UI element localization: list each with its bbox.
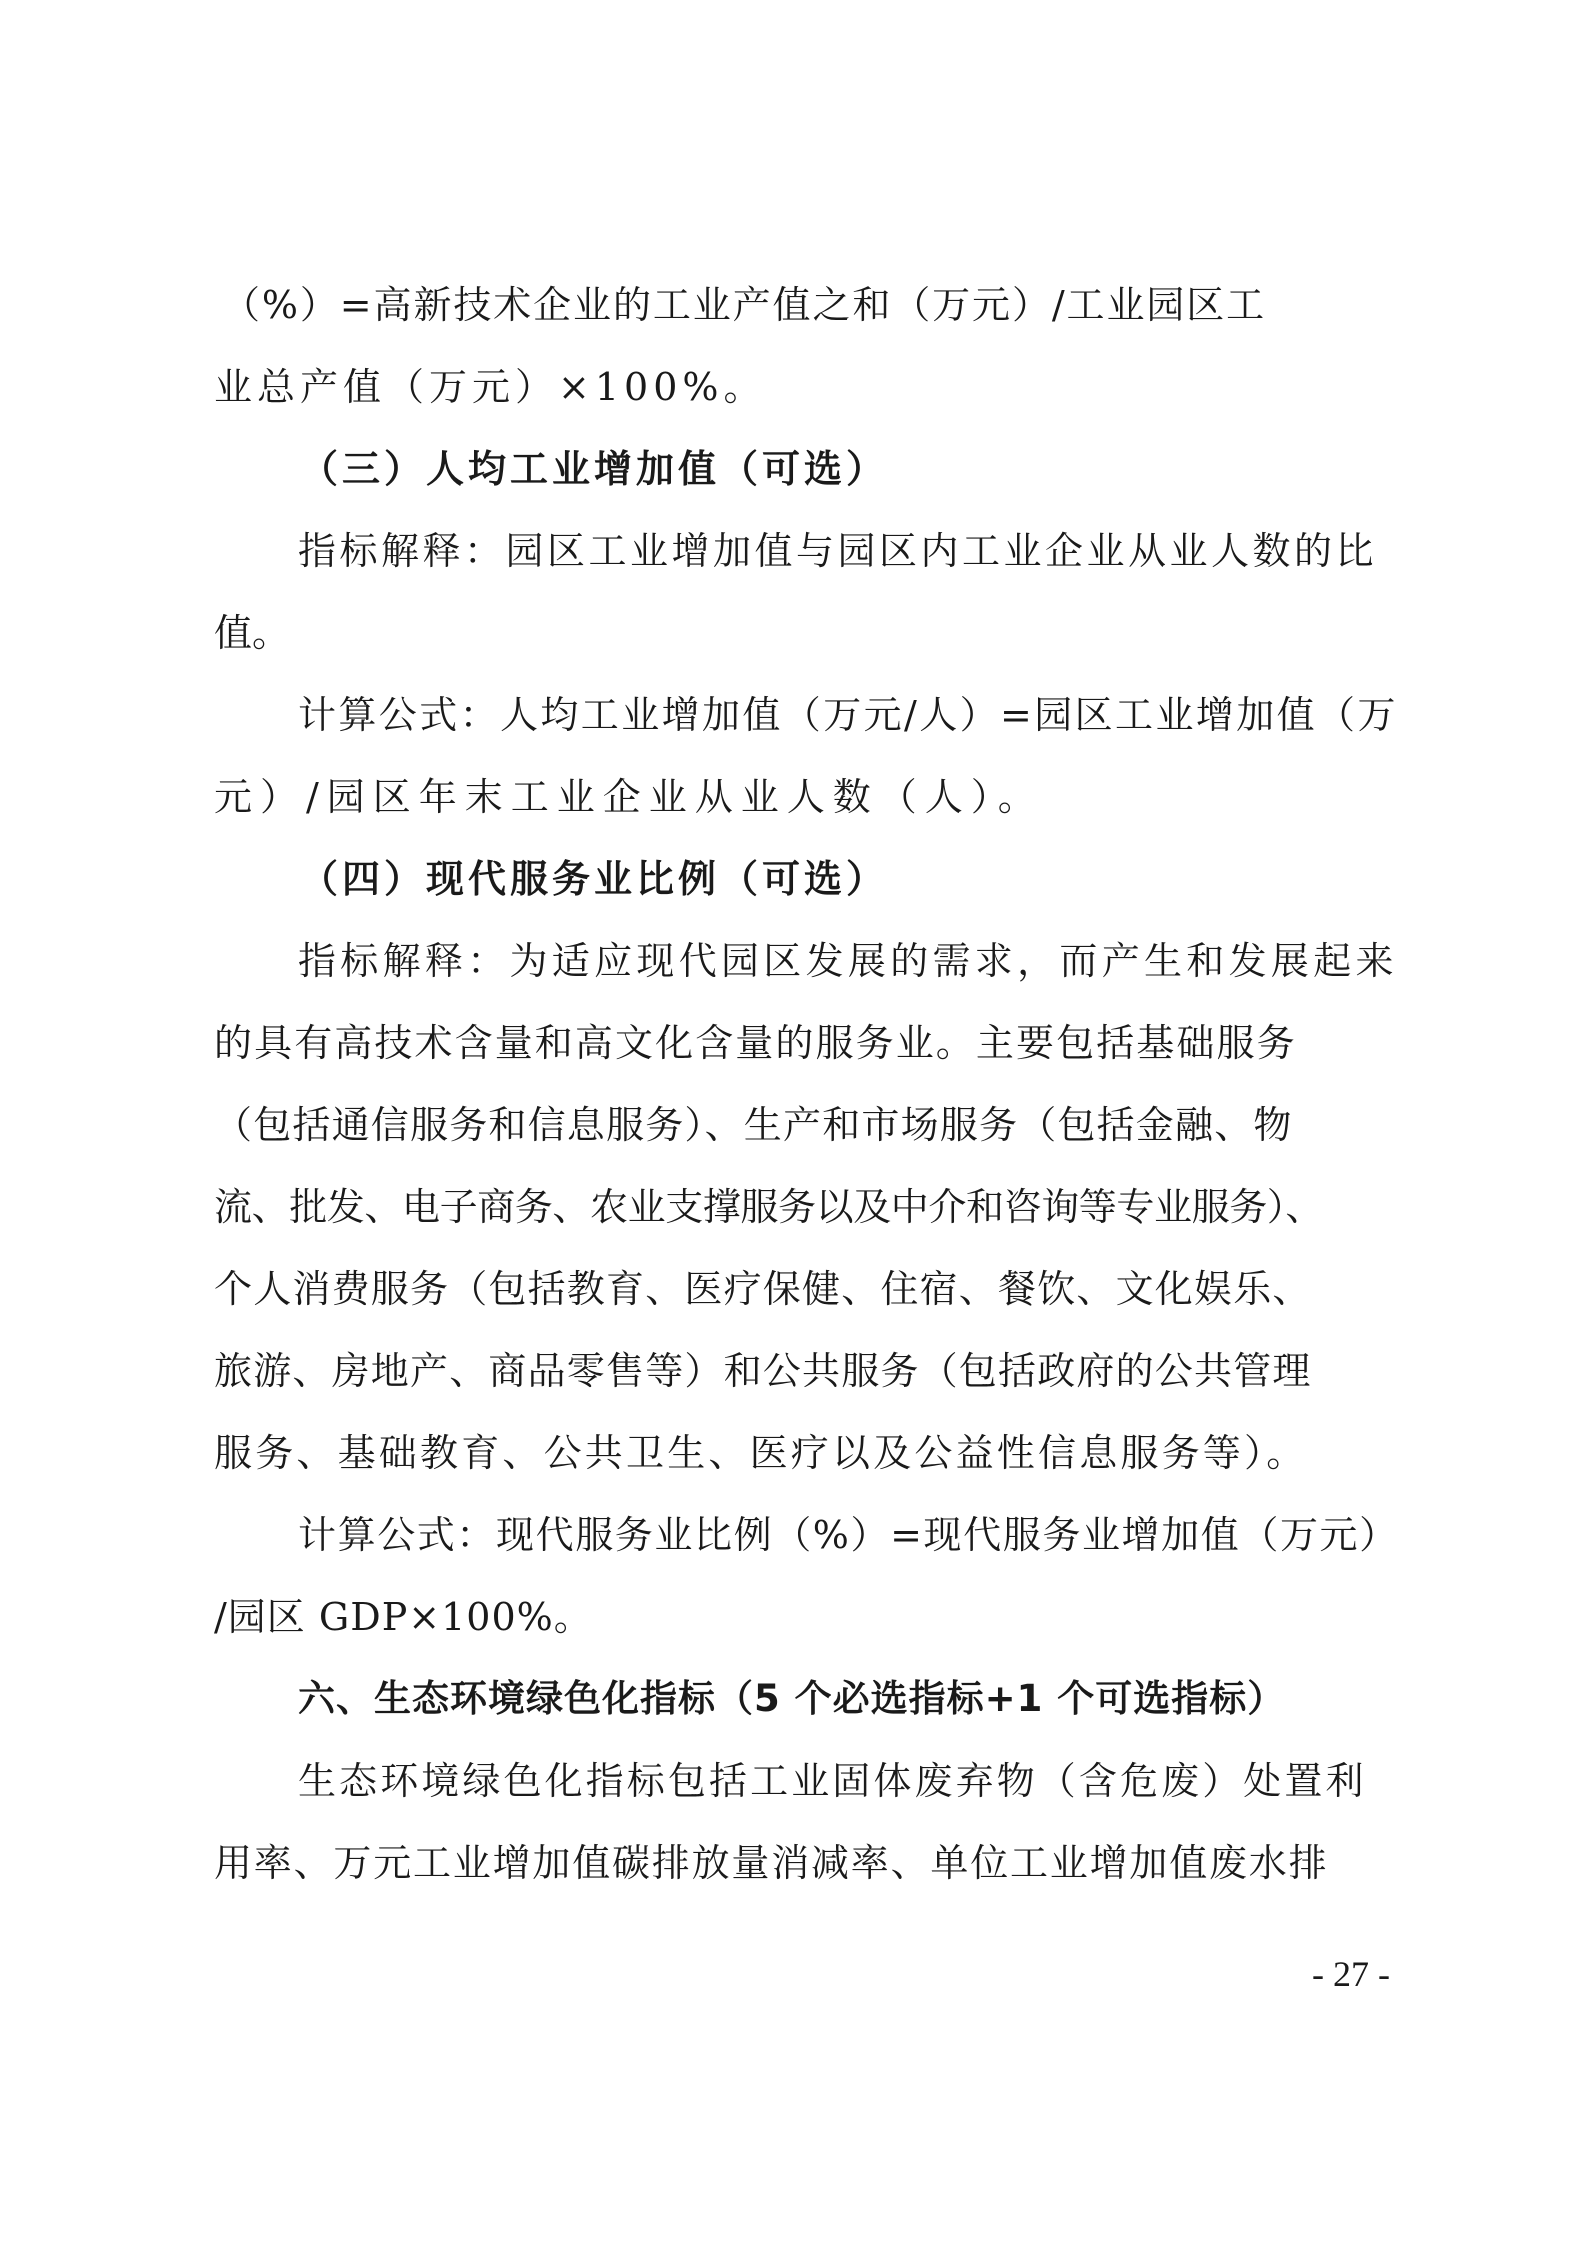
- page-number: - 27 -: [1312, 1954, 1390, 1994]
- text-line-14: 旅游、房地产、商品零售等）和公共服务（包括政府的公共管理: [214, 1349, 1312, 1393]
- text-line-1: （%）=高新技术企业的工业产值之和（万元）/工业园区工: [222, 283, 1267, 327]
- text-line-11: （包括通信服务和信息服务）、生产和市场服务（包括金融、物: [214, 1103, 1293, 1147]
- text-line-17: /园区 GDP×100%。: [214, 1595, 593, 1639]
- text-line-7: 元）/园区年末工业企业从业人数（人）。: [214, 775, 1044, 819]
- text-line-16: 计算公式：现代服务业比例（%）=现代服务业增加值（万元）: [298, 1513, 1399, 1557]
- text-line-15: 服务、基础教育、公共卫生、医疗以及公益性信息服务等）。: [214, 1431, 1308, 1475]
- text-line-4: 指标解释：园区工业增加值与园区内工业企业从业人数的比: [298, 529, 1378, 573]
- subheading-3: （三）人均工业增加值（可选）: [300, 446, 889, 491]
- text-line-2: 业总产值（万元）×100%。: [214, 365, 767, 409]
- section-heading-6: 六、生态环境绿色化指标（5 个必选指标+1 个可选指标）: [298, 1677, 1286, 1720]
- text-line-5: 值。: [214, 611, 291, 655]
- text-line-6: 计算公式：人均工业增加值（万元/人）=园区工业增加值（万: [298, 693, 1398, 737]
- text-line-12: 流、批发、电子商务、农业支撑服务以及中介和咨询等专业服务）、: [214, 1185, 1324, 1229]
- text-line-10: 的具有高技术含量和高文化含量的服务业。主要包括基础服务: [214, 1021, 1297, 1065]
- text-line-9: 指标解释：为适应现代园区发展的需求，而产生和发展起来: [298, 939, 1398, 983]
- text-line-19: 生态环境绿色化指标包括工业固体废弃物（含危废）处置利: [298, 1759, 1367, 1803]
- text-line-20: 用率、万元工业增加值碳排放量消减率、单位工业增加值废水排: [214, 1841, 1329, 1885]
- subheading-4: （四）现代服务业比例（可选）: [300, 856, 889, 901]
- text-line-13: 个人消费服务（包括教育、医疗保健、住宿、餐饮、文化娱乐、: [214, 1267, 1312, 1311]
